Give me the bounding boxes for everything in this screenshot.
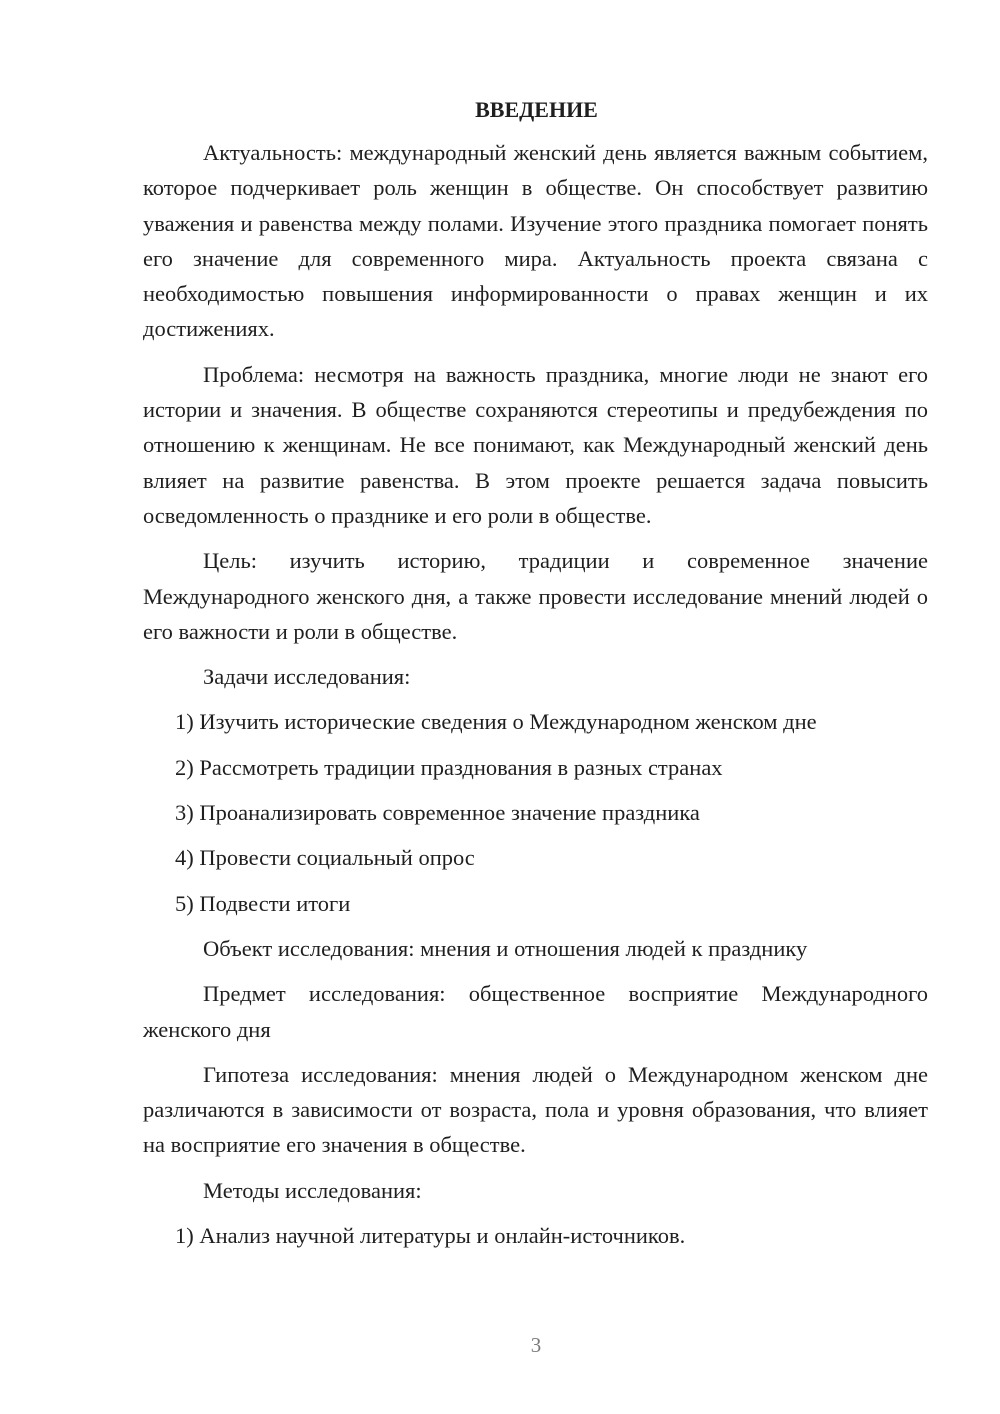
subject-paragraph: Предмет исследования: общественное восприятие Международного женского дня [143, 981, 928, 1042]
document-page [143, 95, 928, 1263]
relevance-paragraph: Актуальность: международный женский день является важным событием, которое подчеркивает роль женщин в обществе. Он способствует развитию уважения и равенства между полами. Изучение этого праздника помогает понять его значение для современного мира. Актуальность проекта связана с необходимостью повышения информированности о правах женщин и их достижениях. [143, 140, 928, 342]
hypothesis-paragraph: Гипотеза исследования: мнения людей о Международном женском дне различаются в зависимости от возраста, пола и уровня образования, что влияет на восприятие его значения в обществе. [143, 1061, 928, 1158]
methods-heading: Методы исследования: [203, 1177, 422, 1203]
task-item-4: 4) Провести социальный опрос [175, 845, 475, 871]
goal-paragraph: Цель: изучить историю, традиции и современное значение Международного женского дня, а также провести исследование мнений людей о его важности и роли в обществе. [143, 548, 928, 644]
task-item-5: 5) Подвести итоги [175, 890, 351, 916]
task-item-1: 1) Изучить исторические сведения о Международном женском дне [175, 709, 817, 735]
method-item-1: 1) Анализ научной литературы и онлайн-источников. [175, 1223, 686, 1249]
task-item-2: 2) Рассмотреть традиции празднования в разных странах [175, 754, 723, 780]
task-item-3: 3) Проанализировать современное значение праздника [175, 800, 700, 826]
section-title: ВВЕДЕНИЕ [475, 97, 598, 122]
page-number: 3 [530, 1333, 542, 1357]
object-line: Объект исследования: мнения и отношения людей к празднику [203, 935, 808, 961]
problem-paragraph: Проблема: несмотря на важность праздника, многие люди не знают его истории и значения. В обществе сохраняются стереотипы и предубеждения по отношению к женщинам. Не все понимают, как Международный женский день влияет на развитие равенства. В этом проекте решается задача повысить осведомленность о празднике и его роли в обществе. [143, 361, 928, 528]
tasks-heading: Задачи исследования: [203, 664, 411, 690]
